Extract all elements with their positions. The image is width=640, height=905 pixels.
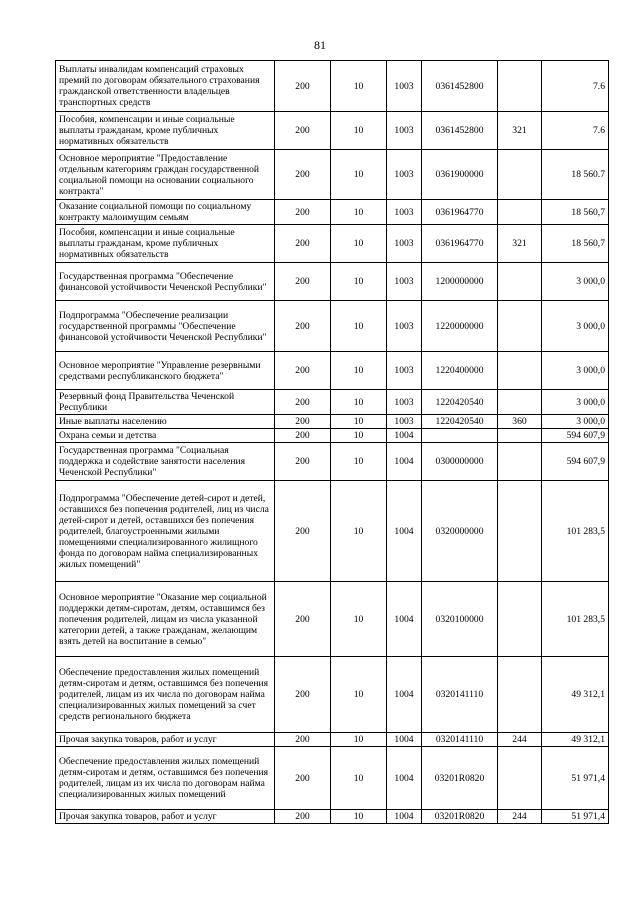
amount-cell: 3 000,0 (542, 390, 609, 415)
subsection-code: 1003 (387, 61, 422, 112)
table-row (56, 150, 609, 200)
expense-type-code: 244 (498, 810, 542, 824)
ministry-code: 200 (275, 390, 331, 415)
section-code: 10 (331, 810, 387, 824)
target-article-code: 0300000000 (422, 443, 498, 481)
row-name: Пособия, компенсации и иные социальные выплаты гражданам, кроме публичных нормативных обязательств (56, 112, 275, 150)
table-row (56, 429, 609, 443)
table-row (56, 733, 609, 747)
amount-cell: 594 607,9 (542, 429, 609, 443)
amount-cell: 3 000,0 (542, 352, 609, 390)
expense-type-code (498, 747, 542, 810)
table-row (56, 657, 609, 733)
target-article-code: 1200000000 (422, 263, 498, 301)
target-article-code (422, 429, 498, 443)
row-name: Основное мероприятие "Предоставление отдельным категориям граждан государственной социальной помощи на основании социального контракта" (56, 150, 275, 200)
table-row (56, 112, 609, 150)
amount-cell: 7.6 (542, 112, 609, 150)
row-name: Иные выплаты населению (56, 415, 275, 429)
expense-type-code (498, 61, 542, 112)
table-row (56, 810, 609, 824)
row-name: Государственная программа "Обеспечение финансовой устойчивости Чеченской Республики" (56, 263, 275, 301)
section-code: 10 (331, 112, 387, 150)
table-row (56, 301, 609, 352)
target-article-code: 0361964770 (422, 225, 498, 263)
ministry-code: 200 (275, 810, 331, 824)
subsection-code: 1004 (387, 747, 422, 810)
amount-cell: 18 560,7 (542, 225, 609, 263)
ministry-code: 200 (275, 225, 331, 263)
expense-type-code: 244 (498, 733, 542, 747)
expense-type-code (498, 263, 542, 301)
ministry-code: 200 (275, 61, 331, 112)
section-code: 10 (331, 582, 387, 657)
amount-cell: 101 283,5 (542, 582, 609, 657)
subsection-code: 1004 (387, 481, 422, 582)
expense-type-code (498, 200, 542, 225)
row-name: Прочая закупка товаров, работ и услуг (56, 733, 275, 747)
section-code: 10 (331, 415, 387, 429)
row-name: Оказание социальной помощи по социальному контракту малоимущим семьям (56, 200, 275, 225)
subsection-code: 1004 (387, 657, 422, 733)
subsection-code: 1003 (387, 352, 422, 390)
row-name: Охрана семьи и детства (56, 429, 275, 443)
target-article-code: 0361964770 (422, 200, 498, 225)
target-article-code: 1220420540 (422, 415, 498, 429)
expense-type-code (498, 150, 542, 200)
amount-cell: 49 312,1 (542, 733, 609, 747)
subsection-code: 1003 (387, 301, 422, 352)
amount-cell: 49 312,1 (542, 657, 609, 733)
expense-type-code (498, 352, 542, 390)
subsection-code: 1003 (387, 263, 422, 301)
section-code: 10 (331, 301, 387, 352)
expense-type-code: 360 (498, 415, 542, 429)
section-code: 10 (331, 747, 387, 810)
amount-cell: 51 971,4 (542, 747, 609, 810)
ministry-code: 200 (275, 301, 331, 352)
row-name: Выплаты инвалидам компенсаций страховых премий по договорам обязательного страхования гражданской ответственности владельцев транспортных средств (56, 61, 275, 112)
row-name: Прочая закупка товаров, работ и услуг (56, 810, 275, 824)
expense-type-code (498, 582, 542, 657)
amount-cell: 18 560,7 (542, 200, 609, 225)
amount-cell: 18 560.7 (542, 150, 609, 200)
target-article-code: 1220000000 (422, 301, 498, 352)
ministry-code: 200 (275, 263, 331, 301)
ministry-code: 200 (275, 443, 331, 481)
amount-cell: 51 971,4 (542, 810, 609, 824)
section-code: 10 (331, 390, 387, 415)
target-article-code: 0320100000 (422, 582, 498, 657)
subsection-code: 1004 (387, 443, 422, 481)
expense-type-code: 321 (498, 225, 542, 263)
target-article-code: 1220400000 (422, 352, 498, 390)
expense-type-code (498, 657, 542, 733)
subsection-code: 1003 (387, 200, 422, 225)
ministry-code: 200 (275, 200, 331, 225)
subsection-code: 1003 (387, 225, 422, 263)
table-row (56, 352, 609, 390)
budget-table (55, 60, 609, 824)
subsection-code: 1004 (387, 429, 422, 443)
target-article-code: 1220420540 (422, 390, 498, 415)
table-row (56, 61, 609, 112)
table-row (56, 225, 609, 263)
row-name: Основное мероприятие "Оказание мер социальной поддержки детям-сиротам, детям, оставшимся без попечения родителей, лицам из числа указанной категории детей, а также гражданам, желающим взять детей на воспитание в семью" (56, 582, 275, 657)
expense-type-code (498, 481, 542, 582)
table-row (56, 390, 609, 415)
budget-table-body (56, 61, 609, 824)
subsection-code: 1004 (387, 810, 422, 824)
ministry-code: 200 (275, 657, 331, 733)
ministry-code: 200 (275, 429, 331, 443)
ministry-code: 200 (275, 582, 331, 657)
expense-type-code (498, 443, 542, 481)
target-article-code: 03201R0820 (422, 810, 498, 824)
amount-cell: 7.6 (542, 61, 609, 112)
amount-cell: 594 607,9 (542, 443, 609, 481)
expense-type-code (498, 429, 542, 443)
section-code: 10 (331, 481, 387, 582)
row-name: Обеспечение предоставления жилых помещений детям-сиротам и детям, оставшимся без попечения родителей, лицам из их числа по договорам найма специализированных жилых помещений за счет средств регионального бюджета (56, 657, 275, 733)
target-article-code: 0320141110 (422, 733, 498, 747)
amount-cell: 3 000,0 (542, 301, 609, 352)
row-name: Подпрограмма "Обеспечение реализации государственной программы "Обеспечение финансовой устойчивости Чеченской Республики" (56, 301, 275, 352)
amount-cell: 3 000,0 (542, 415, 609, 429)
ministry-code: 200 (275, 415, 331, 429)
section-code: 10 (331, 61, 387, 112)
section-code: 10 (331, 733, 387, 747)
row-name: Государственная программа "Социальная поддержка и содействие занятости населения Чеченской Республики" (56, 443, 275, 481)
subsection-code: 1004 (387, 733, 422, 747)
subsection-code: 1003 (387, 112, 422, 150)
target-article-code: 0361452800 (422, 112, 498, 150)
ministry-code: 200 (275, 150, 331, 200)
ministry-code: 200 (275, 352, 331, 390)
section-code: 10 (331, 200, 387, 225)
section-code: 10 (331, 657, 387, 733)
subsection-code: 1003 (387, 415, 422, 429)
subsection-code: 1003 (387, 150, 422, 200)
ministry-code: 200 (275, 747, 331, 810)
ministry-code: 200 (275, 733, 331, 747)
expense-type-code (498, 390, 542, 415)
amount-cell: 101 283,5 (542, 481, 609, 582)
row-name: Пособия, компенсации и иные социальные выплаты гражданам, кроме публичных нормативных обязательств (56, 225, 275, 263)
row-name: Обеспечение предоставления жилых помещений детям-сиротам и детям, оставшимся без попечения родителей, лицам из их числа по договорам найма специализированных жилых помещений (56, 747, 275, 810)
row-name: Основное мероприятие "Управление резервными средствами республиканского бюджета" (56, 352, 275, 390)
section-code: 10 (331, 150, 387, 200)
table-row (56, 443, 609, 481)
subsection-code: 1003 (387, 390, 422, 415)
section-code: 10 (331, 443, 387, 481)
subsection-code: 1004 (387, 582, 422, 657)
target-article-code: 0320141110 (422, 657, 498, 733)
section-code: 10 (331, 429, 387, 443)
expense-type-code: 321 (498, 112, 542, 150)
section-code: 10 (331, 263, 387, 301)
row-name: Резервный фонд Правительства Чеченской Республики (56, 390, 275, 415)
ministry-code: 200 (275, 112, 331, 150)
target-article-code: 03201R0820 (422, 747, 498, 810)
page-number: 81 (314, 38, 326, 52)
ministry-code: 200 (275, 481, 331, 582)
amount-cell: 3 000,0 (542, 263, 609, 301)
section-code: 10 (331, 352, 387, 390)
table-row (56, 263, 609, 301)
target-article-code: 0320000000 (422, 481, 498, 582)
expense-type-code (498, 301, 542, 352)
target-article-code: 0361452800 (422, 61, 498, 112)
table-row (56, 200, 609, 225)
table-row (56, 481, 609, 582)
table-row (56, 415, 609, 429)
row-name: Подпрограмма "Обеспечение детей-сирот и детей, оставшихся без попечения родителей, лиц из числа детей-сирот и детей, оставшихся без попечения родителей, благоустроенными жилыми помещениями специализированного жилищного фонда по договорам найма специализированных жилых помещений" (56, 481, 275, 582)
section-code: 10 (331, 225, 387, 263)
table-row (56, 582, 609, 657)
table-row (56, 747, 609, 810)
target-article-code: 0361900000 (422, 150, 498, 200)
